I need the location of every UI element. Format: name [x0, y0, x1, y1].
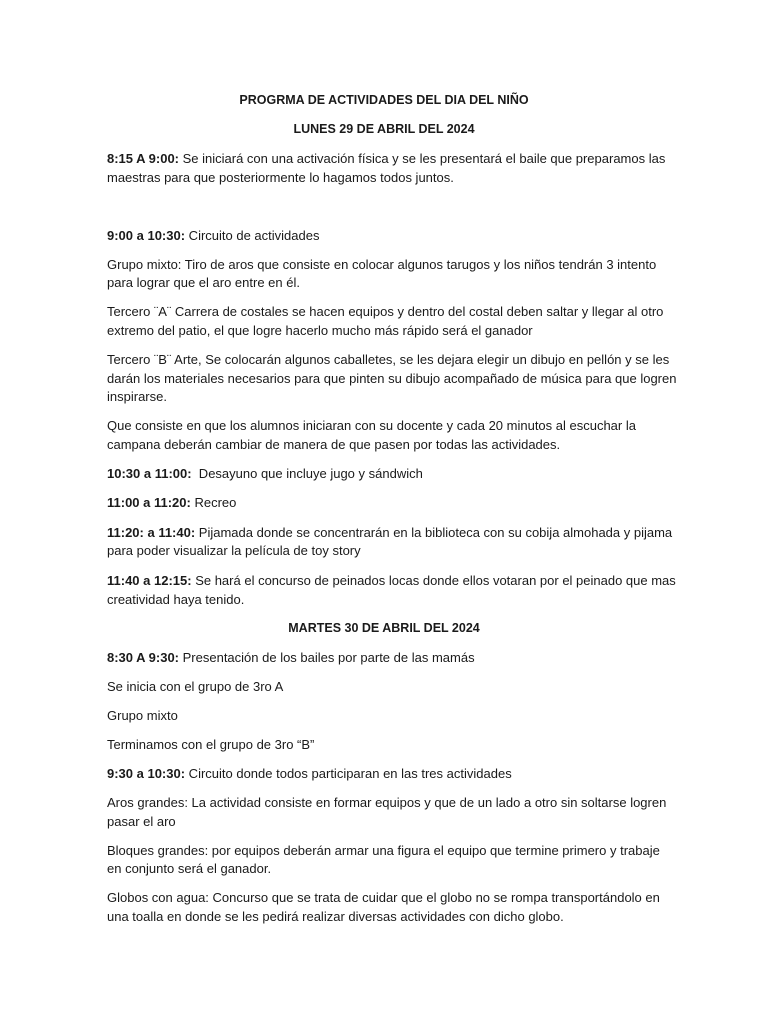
activity-text-line: una toalla en donde se les pedirá realizar diversas actividades con dicho globo. — [107, 909, 564, 924]
schedule-item — [107, 524, 672, 542]
time-label: 11:00 a 11:20: — [107, 495, 191, 510]
activity-text-line: Bloques grandes: por equipos deberán armar una figura el equipo que termine primero y trabaje — [107, 843, 660, 858]
activity-text-line: en conjunto será el ganador. — [107, 861, 272, 876]
paragraph-line: Que consiste en que los alumnos iniciaran con su docente y cada 20 minutos al escuchar la — [107, 418, 636, 433]
activity-text-line: para lograr que el aro entre en él. — [107, 275, 300, 290]
item-text: Presentación de los bailes por parte de las mamás — [179, 650, 475, 665]
paragraph-line: campana deberán cambiar de manera de que pasen por todas las actividades. — [107, 437, 561, 452]
day2-heading: MARTES 30 DE ABRIL DEL 2024 — [288, 621, 480, 635]
paragraph-line: Terminamos con el grupo de 3ro “B” — [107, 737, 315, 752]
activity-text-line: Grupo mixto: Tiro de aros que consiste en colocar algunos tarugos y los niños tendrán 3 intento — [107, 257, 657, 272]
activity-text-line: Tercero ¨A¨ Carrera de costales se hacen equipos y dentro del costal deben saltar y llegar al otro — [107, 304, 664, 319]
paragraph-line: Grupo mixto — [107, 708, 178, 723]
time-label: 11:20: a 11:40: — [107, 525, 196, 540]
time-label: 9:00 a 10:30: — [107, 228, 186, 243]
item-text: Recreo — [190, 495, 237, 510]
activity-text-line: Aros grandes: La actividad consiste en formar equipos y que de un lado a otro sin soltarse logren — [107, 795, 667, 810]
item-text-line: maestras para que posteriormente lo hagamos todos juntos. — [107, 170, 454, 185]
schedule-item — [107, 465, 423, 483]
activity-text-line: extremo del patio, el que logre hacerlo mucho más rápido será el ganador — [107, 323, 533, 338]
activity-text-line: pasar el aro — [107, 814, 176, 829]
item-text: Se iniciará con una activación física y se les presentará el baile que preparamos las — [179, 151, 666, 166]
schedule-item — [107, 572, 676, 590]
item-text: Desayuno que incluye jugo y sándwich — [191, 466, 423, 481]
activity-text-line: inspirarse. — [107, 389, 167, 404]
item-text-line: creatividad haya tenido. — [107, 592, 245, 607]
schedule-item — [107, 227, 319, 245]
schedule-item — [107, 649, 475, 667]
day1-heading: LUNES 29 DE ABRIL DEL 2024 — [293, 122, 475, 136]
time-label: 8:30 A 9:30: — [107, 650, 180, 665]
paragraph-line: Se inicia con el grupo de 3ro A — [107, 679, 284, 694]
item-text: Se hará el concurso de peinados locas donde ellos votaran por el peinado que mas — [191, 573, 676, 588]
item-text: Circuito donde todos participaran en las tres actividades — [185, 766, 512, 781]
schedule-item — [107, 150, 665, 168]
schedule-item — [107, 765, 512, 783]
time-label: 11:40 a 12:15: — [107, 573, 192, 588]
schedule-item — [107, 494, 236, 512]
activity-text-line: Globos con agua: Concurso que se trata de cuidar que el globo no se rompa transportándolo en — [107, 890, 660, 905]
time-label: 9:30 a 10:30: — [107, 766, 186, 781]
item-text: Circuito de actividades — [185, 228, 320, 243]
activity-text-line: Tercero ¨B¨ Arte, Se colocarán algunos caballetes, se les dejara elegir un dibujo en pellón y se les — [107, 352, 670, 367]
item-text-line: para poder visualizar la película de toy story — [107, 543, 361, 558]
time-label: 10:30 a 11:00: — [107, 466, 192, 481]
item-text: Pijamada donde se concentrarán en la biblioteca con su cobija almohada y pijama — [195, 525, 673, 540]
activity-text-line: darán los materiales necesarios para que pinten su dibujo acompañado de música para que logren — [107, 371, 677, 386]
document-title: PROGRMA DE ACTIVIDADES DEL DIA DEL NIÑO — [239, 93, 529, 107]
time-label: 8:15 A 9:00: — [107, 151, 180, 166]
